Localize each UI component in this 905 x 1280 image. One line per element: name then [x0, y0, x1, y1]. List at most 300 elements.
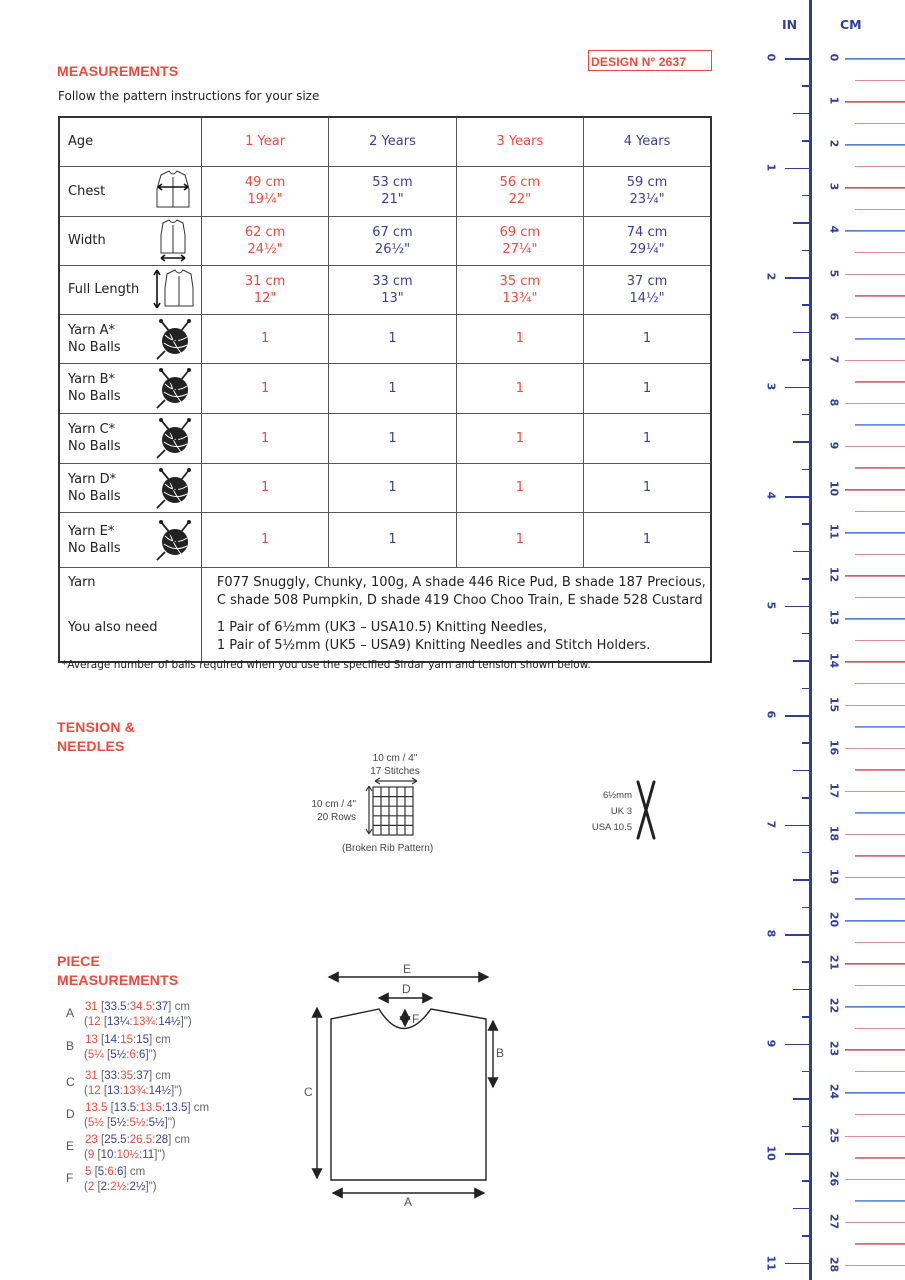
- separator: (: [84, 1149, 88, 1161]
- inch-number: 1: [764, 163, 778, 171]
- inch-number: 3: [764, 382, 778, 390]
- value-cell: [201, 166, 328, 216]
- piece-value: 2½: [129, 1181, 146, 1193]
- table-row: [59, 265, 711, 314]
- inch-tick: [785, 934, 810, 936]
- cm-tick: [845, 403, 905, 405]
- separator: ]"): [145, 1181, 157, 1193]
- cm-tick: [845, 834, 905, 836]
- separator: :: [152, 1134, 156, 1146]
- piece-value: 10: [100, 1149, 114, 1161]
- cm-tick: [855, 1157, 905, 1159]
- separator: :: [155, 1016, 159, 1028]
- separator: ]: [187, 1102, 194, 1114]
- inch-tick: [802, 742, 810, 744]
- inch-tick: [802, 688, 810, 690]
- value-primary: 1: [515, 331, 525, 346]
- value-primary: 1: [642, 331, 652, 346]
- separator: :: [139, 1149, 143, 1161]
- piece-value: 25.5: [104, 1134, 127, 1146]
- inch-tick: [793, 660, 810, 662]
- piece-value: 33: [104, 1070, 117, 1082]
- table-header-row: [59, 117, 711, 166]
- inch-tick: [802, 359, 810, 361]
- piece-value: 5½: [129, 1117, 146, 1129]
- cm-number: 14: [827, 653, 841, 669]
- separator: :: [129, 1016, 133, 1028]
- value-inches: 23¼": [629, 192, 665, 207]
- need-text-line: 1 Pair of 5½mm (UK5 – USA9) Knitting Needles and Stitch Holders.: [216, 637, 651, 653]
- row-sublabel: No Balls: [68, 488, 121, 504]
- value-primary: 33 cm: [372, 273, 413, 289]
- cm-number: 12: [827, 567, 841, 583]
- subtitle: Follow the pattern instructions for your size: [58, 89, 320, 103]
- cm-tick: [855, 1243, 905, 1245]
- value-primary: 49 cm: [244, 175, 286, 190]
- piece-value: 13.5: [85, 1102, 108, 1114]
- value-primary: 62 cm: [244, 224, 286, 240]
- piece-value: 26.5: [129, 1134, 153, 1146]
- value-primary: 1: [515, 480, 525, 495]
- cm-tick: [845, 877, 905, 879]
- cm-tick: [855, 597, 905, 599]
- value-cell: [201, 216, 328, 265]
- row-label: Yarn A*: [68, 322, 115, 338]
- value-primary: 1: [260, 480, 270, 495]
- value-primary: 1: [642, 532, 652, 547]
- stitch-count: 17 Stitches: [370, 766, 420, 777]
- table-row: [59, 512, 711, 567]
- inch-number: 10: [764, 1145, 778, 1161]
- row-count: 20 Rows: [317, 812, 356, 823]
- separator: (: [84, 1049, 88, 1061]
- cm-tick: [845, 101, 905, 103]
- separator: [: [97, 1034, 105, 1046]
- separator: :: [152, 1001, 156, 1013]
- separator: :: [126, 1117, 130, 1129]
- cm-number: 2: [827, 139, 841, 148]
- unit: cm: [193, 1102, 210, 1114]
- separator: [: [103, 1117, 111, 1129]
- cm-tick: [855, 726, 905, 728]
- piece-value: 15: [120, 1034, 133, 1046]
- cm-number: 3: [827, 182, 841, 191]
- garment-diagram: [295, 960, 525, 1210]
- piece-value: 2: [100, 1181, 108, 1193]
- separator: :: [104, 1166, 108, 1178]
- age-label: Age: [59, 117, 201, 166]
- cm-number: 21: [827, 954, 841, 971]
- piece-value: 37: [155, 1001, 169, 1013]
- cm-number: 25: [827, 1127, 841, 1143]
- value-cell: [456, 512, 583, 567]
- footnote: *Average number of balls required when you use the specified Sirdar yarn and tension shown below.: [62, 659, 591, 671]
- table-row: [59, 314, 711, 363]
- separator: ]"): [180, 1016, 192, 1028]
- row-label: Chest: [68, 183, 106, 199]
- inch-tick: [802, 1016, 810, 1018]
- piece-label: B: [66, 1039, 75, 1053]
- unit: cm: [174, 1134, 190, 1146]
- separator: (: [84, 1016, 88, 1028]
- value-primary: 1: [388, 480, 397, 495]
- separator: ]: [168, 1001, 175, 1013]
- value-inches: 29¼": [629, 241, 665, 257]
- needle-usa: USA 10.5: [591, 822, 632, 833]
- cm-tick: [845, 489, 905, 491]
- inch-tick: [785, 1153, 810, 1155]
- cm-number: 5: [827, 269, 841, 277]
- inch-tick: [802, 1126, 810, 1128]
- cm-tick: [845, 1179, 905, 1181]
- piece-heading-line: MEASUREMENTS: [57, 972, 179, 988]
- piece-value: 33.5: [104, 1001, 127, 1013]
- measurements-heading: MEASUREMENTS: [57, 63, 179, 79]
- cm-tick: [845, 791, 905, 793]
- piece-value: 13.5: [113, 1102, 137, 1114]
- inch-tick: [785, 1044, 810, 1046]
- row-label-cell: [59, 216, 201, 265]
- separator: ]"): [154, 1149, 166, 1161]
- value-primary: 1: [515, 380, 525, 396]
- row-label: Width: [68, 233, 106, 248]
- separator: :: [113, 1166, 118, 1178]
- separator: :: [132, 1034, 137, 1046]
- inch-tick: [802, 195, 810, 197]
- inch-tick: [802, 414, 810, 416]
- cm-tick: [855, 1028, 905, 1030]
- piece-label: F: [66, 1171, 74, 1185]
- inch-tick: [785, 387, 810, 389]
- cm-tick: [855, 166, 905, 168]
- separator: [: [103, 1049, 111, 1061]
- cm-tick: [845, 661, 905, 663]
- inch-tick: [802, 907, 810, 909]
- row-sublabel: No Balls: [68, 540, 121, 556]
- inch-tick: [793, 113, 810, 115]
- cm-tick: [855, 209, 905, 211]
- separator: :: [116, 1070, 121, 1082]
- value-cell: [329, 166, 456, 216]
- value-inches: 13¾": [502, 290, 538, 306]
- piece-value: 15: [136, 1034, 149, 1046]
- measurements-table: [58, 116, 712, 663]
- inch-number: 5: [764, 601, 778, 609]
- piece-value: 11: [142, 1149, 155, 1161]
- cm-number: 13: [827, 610, 841, 626]
- inch-tick: [785, 496, 810, 498]
- cm-number: 15: [827, 696, 841, 712]
- value-primary: 59 cm: [626, 175, 668, 190]
- cm-number: 11: [827, 523, 841, 540]
- cm-number: 18: [827, 825, 841, 841]
- inch-tick: [793, 989, 810, 991]
- cm-tick: [845, 618, 905, 620]
- value-inches: 12": [253, 290, 277, 306]
- inch-tick: [802, 633, 810, 635]
- value-primary: 1: [260, 430, 270, 446]
- inch-tick: [785, 715, 810, 717]
- piece-label: D: [66, 1107, 75, 1121]
- table-row: [59, 166, 711, 216]
- value-primary: 35 cm: [499, 273, 541, 289]
- cm-tick: [845, 144, 905, 146]
- cm-tick: [845, 58, 905, 60]
- value-cell: [584, 363, 711, 413]
- inch-number: 4: [764, 491, 778, 500]
- tension-heading-line: NEEDLES: [57, 738, 125, 754]
- separator: (: [84, 1181, 88, 1193]
- inch-number: 2: [764, 272, 778, 281]
- piece-value: 13¾: [123, 1085, 146, 1097]
- value-primary: 1: [642, 480, 652, 495]
- size-header: 2 Years: [329, 117, 456, 166]
- cm-tick: [855, 467, 905, 469]
- separator: :: [145, 1085, 149, 1097]
- row-sublabel: No Balls: [68, 439, 121, 454]
- separator: [: [94, 1181, 101, 1193]
- inch-tick: [785, 606, 810, 608]
- inch-number: 8: [764, 929, 778, 938]
- cm-number: 22: [827, 998, 841, 1014]
- need-text-line: 1 Pair of 6½mm (UK3 – USA10.5) Knitting Needles,: [216, 619, 548, 635]
- value-cell: [201, 314, 328, 363]
- value-cell: [456, 265, 583, 314]
- piece-value: 14: [104, 1034, 117, 1046]
- separator: [: [97, 1134, 105, 1146]
- need-label: You also need: [68, 619, 158, 635]
- separator: :: [107, 1181, 111, 1193]
- separator: ]: [148, 1070, 156, 1082]
- size-header: 3 Years: [456, 117, 583, 166]
- inch-number: 9: [764, 1039, 778, 1047]
- inch-tick: [802, 578, 810, 580]
- row-label-cell: [59, 512, 201, 567]
- row-sublabel: No Balls: [68, 389, 121, 404]
- inch-tick: [785, 1263, 810, 1265]
- inch-tick: [793, 1098, 810, 1100]
- value-inches: 27¼": [502, 241, 538, 257]
- cm-number: 20: [827, 911, 841, 928]
- knitting-needles-icon: [634, 780, 658, 840]
- cm-number: 1: [827, 96, 841, 105]
- piece-value: 5: [97, 1166, 105, 1178]
- table-row: [59, 363, 711, 413]
- piece-value: 31: [85, 1070, 98, 1082]
- cm-number: 0: [827, 53, 841, 62]
- tension-height-label: [302, 798, 356, 824]
- inch-tick: [785, 277, 810, 279]
- piece-value: 6: [129, 1049, 136, 1061]
- row-label-cell: [59, 413, 201, 463]
- separator: :: [145, 1117, 149, 1129]
- value-primary: 1: [260, 532, 270, 547]
- piece-label: C: [66, 1075, 75, 1089]
- cm-tick: [855, 1200, 905, 1202]
- value-cell: [584, 216, 711, 265]
- row-label: Full Length: [68, 282, 140, 297]
- separator: [: [107, 1102, 114, 1114]
- cm-number: 26: [827, 1170, 841, 1186]
- piece-value: 5½: [110, 1117, 127, 1129]
- cm-tick: [845, 575, 905, 577]
- inch-tick: [802, 85, 810, 87]
- cm-number: 8: [827, 398, 841, 407]
- value-cell: [329, 413, 456, 463]
- piece-value: 6: [139, 1049, 146, 1061]
- separator: [: [91, 1166, 98, 1178]
- separator: [: [94, 1149, 101, 1161]
- row-label-cell: [59, 166, 201, 216]
- cm-number: 10: [827, 480, 841, 497]
- piece-in-line: [84, 1116, 176, 1131]
- piece-in-line: [84, 1148, 165, 1163]
- yarn-text-line: C shade 508 Pumpkin, D shade 419 Choo Choo Train, E shade 528 Custard: [216, 592, 703, 608]
- inch-tick: [802, 469, 810, 471]
- cm-tick: [845, 274, 905, 276]
- cm-tick: [855, 683, 905, 685]
- separator: [: [97, 1070, 105, 1082]
- inch-tick: [785, 825, 810, 827]
- value-primary: 1: [515, 430, 525, 446]
- piece-value: 35: [120, 1070, 133, 1082]
- piece-in-line: [84, 1180, 157, 1195]
- separator: ]: [148, 1034, 156, 1046]
- separator: :: [126, 1181, 130, 1193]
- value-cell: [201, 512, 328, 567]
- value-cell: [329, 363, 456, 413]
- diagram-label-d: D: [402, 982, 411, 996]
- cm-tick: [855, 295, 905, 297]
- cm-number: 6: [827, 312, 841, 320]
- value-cell: [584, 166, 711, 216]
- cm-number: 7: [827, 355, 841, 364]
- cm-tick: [855, 424, 905, 426]
- piece-value: 31: [85, 1001, 98, 1013]
- cm-number: 27: [827, 1213, 841, 1229]
- piece-value: 10½: [116, 1149, 140, 1161]
- separator: :: [126, 1134, 130, 1146]
- separator: ]"): [145, 1049, 157, 1061]
- unit: cm: [129, 1166, 146, 1178]
- value-inches: 14½": [629, 290, 665, 306]
- cm-number: 17: [827, 782, 841, 798]
- inch-tick: [802, 250, 810, 252]
- value-primary: 69 cm: [499, 224, 541, 240]
- value-inches: 24½": [247, 241, 283, 257]
- needle-uk: UK 3: [610, 806, 632, 817]
- piece-cm-line: [85, 1033, 171, 1048]
- inch-tick: [793, 770, 810, 772]
- row-label: Yarn E*: [68, 523, 115, 539]
- piece-value: 5½: [87, 1117, 104, 1129]
- cm-tick: [845, 1222, 905, 1224]
- piece-heading-line: PIECE: [57, 953, 101, 969]
- inch-tick: [785, 168, 810, 170]
- piece-cm-line: [85, 1069, 171, 1084]
- inch-tick: [802, 304, 810, 306]
- separator: :: [136, 1102, 140, 1114]
- tension-grid-icon: [355, 776, 435, 838]
- diagram-label-b: B: [496, 1046, 505, 1060]
- separator: [: [100, 1016, 108, 1028]
- value-cell: [329, 463, 456, 512]
- cm-tick: [845, 748, 905, 750]
- separator: [: [97, 1001, 105, 1013]
- ruler-spine: [809, 0, 812, 1280]
- value-cell: [456, 413, 583, 463]
- separator: :: [113, 1149, 117, 1161]
- inch-number: 0: [764, 53, 778, 62]
- inch-tick: [802, 1235, 810, 1237]
- needle-mm: 6½mm: [602, 790, 632, 801]
- piece-in-line: [84, 1048, 157, 1063]
- height-measure: 10 cm / 4": [311, 799, 356, 810]
- piece-value: 34.5: [129, 1001, 153, 1013]
- piece-value: 13.5: [164, 1102, 188, 1114]
- table-row: [59, 463, 711, 512]
- value-cell: [456, 363, 583, 413]
- cm-tick: [845, 187, 905, 189]
- diagram-label-e: E: [403, 962, 412, 976]
- separator: ]"): [171, 1085, 183, 1097]
- separator: (: [84, 1085, 88, 1097]
- separator: ]"): [164, 1117, 176, 1129]
- value-primary: 1: [388, 331, 397, 346]
- value-inches: 22": [508, 192, 532, 207]
- piece-value: 9: [87, 1149, 95, 1161]
- piece-value: 13: [107, 1085, 120, 1097]
- inch-tick: [802, 797, 810, 799]
- cm-tick: [845, 532, 905, 534]
- piece-value: 12: [87, 1085, 101, 1097]
- cm-tick: [855, 554, 905, 556]
- inch-tick: [793, 332, 810, 334]
- separator: :: [126, 1001, 130, 1013]
- piece-label: A: [66, 1006, 75, 1020]
- value-primary: 1: [642, 380, 652, 396]
- row-label-cell: [59, 314, 201, 363]
- piece-value: 23: [85, 1134, 98, 1146]
- inch-tick: [802, 1071, 810, 1073]
- piece-cm-line: [85, 1000, 190, 1015]
- piece-value: 6: [117, 1166, 124, 1178]
- cm-tick: [855, 381, 905, 383]
- value-primary: 53 cm: [372, 175, 413, 190]
- size-header: 4 Years: [584, 117, 711, 166]
- inch-number: 11: [764, 1255, 778, 1271]
- piece-value: 12: [87, 1016, 101, 1028]
- row-label: Yarn D*: [68, 471, 117, 487]
- separator: [: [100, 1085, 108, 1097]
- cm-number: 16: [827, 739, 841, 755]
- cm-tick: [855, 985, 905, 987]
- inch-tick: [802, 1180, 810, 1182]
- cm-tick: [845, 360, 905, 362]
- cm-number: 19: [827, 868, 841, 885]
- cm-tick: [855, 855, 905, 857]
- row-label: Yarn B*: [68, 372, 116, 387]
- cm-tick: [845, 963, 905, 965]
- cm-tick: [855, 123, 905, 125]
- cm-tick: [855, 338, 905, 340]
- piece-value: 14½: [148, 1085, 172, 1097]
- cm-tick: [845, 446, 905, 448]
- cm-tick: [855, 640, 905, 642]
- inch-tick: [793, 1208, 810, 1210]
- piece-label: E: [66, 1139, 75, 1153]
- cm-tick: [855, 812, 905, 814]
